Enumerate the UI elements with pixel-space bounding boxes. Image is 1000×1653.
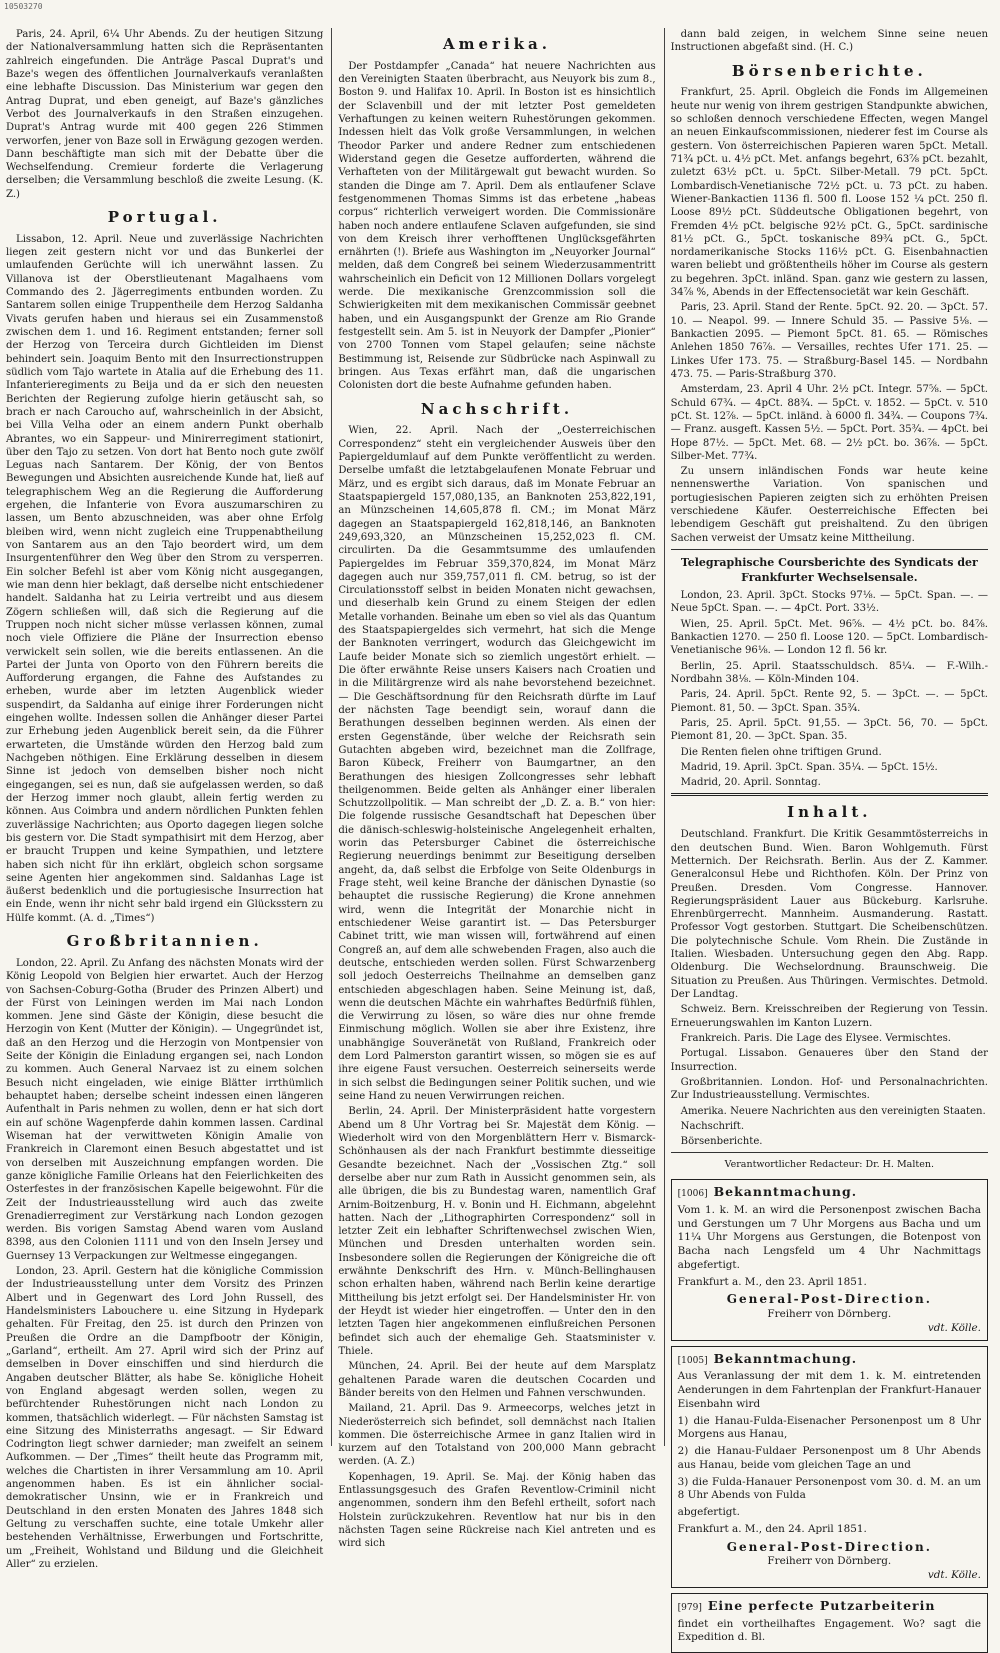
ad-text: Vom 1. k. M. an wird die Personenpost zwischen Bacha und Gerstungen um 7 Uhr Morgens aus Bacha und um 11¼ Uhr Morgens aus Gerstungen, die Botenpost von Bacha nach Lengsfeld um 4 Uhr Nachmittags abgefertigt. bbox=[677, 1203, 981, 1271]
article-paragraph: Frankreich. Paris. Die Lage des Elysee. Vermischtes. bbox=[680, 1032, 951, 1044]
ad-headline: Bekanntmachung. bbox=[713, 1183, 858, 1199]
article-paragraph: Paris, 24. April, 6¼ Uhr Abends. Zu der heutigen Sitzung der Nationalversammlung hatten sich die Repräsentanten zahlreich eingefunden. Die Anträge Pascal Duprat's und Baze's wegen des öffentlichen Journalverkaufs veranlaßten eine lebhafte Discussion. Das Ministerium war gegen den Antrag Duprat, und eben geneigt, auf Baze's gänzliches Verbot des Journalverkaufs in den Straßen einzugehen. Duprat's Antrag wurde mit 400 gegen 226 Stimmen verworfen, jener von Baze soll in Erwägung gezogen werden. Dann beschäftigte man sich mit der Debatte über die Wechselfendung. Cremieur forderte die Verlagerung derselben; die Versammlung beschloß die zweite Lesung. (K. Z.) bbox=[6, 29, 324, 200]
divider bbox=[671, 1152, 988, 1153]
ad-text: 2) die Hanau-Fuldaer Personenpost um 8 Uhr Abends aus Hanau, beide vom gleichen Tage an und bbox=[677, 1445, 981, 1471]
ad-authority: General-Post-Direction. bbox=[726, 1292, 932, 1307]
section-heading: Großbritannien. bbox=[66, 932, 263, 951]
article-paragraph: Großbritannien. London. Hof- und Personalnachrichten. Zur Industrieausstellung. Vermischtes. bbox=[670, 1076, 988, 1102]
ad-headline: Eine perfecte Putzarbeiterin bbox=[707, 1597, 936, 1613]
article-paragraph: Zu unsern inländischen Fonds war heute keine nennenswerthe Variation. Von spanischen und portugiesischen Papieren zeigten sich zu erhöhten Preisen verschiedene Käufer. Oesterreichische Effecten bei lebendigem Geschäft gut preishaltend. Zu den übrigen Sachen verweist der Umsatz keine Mittheilung. bbox=[670, 466, 988, 544]
article-paragraph: Berlin, 24. April. Der Ministerpräsident hatte vorgestern Abend um 8 Uhr Vortrag bei Sr. Majestät dem König. — Wiederholt wird von den Morgenblättern Herr v. Bismarck-Schönhausen als der nach Frankfurt bestimmte diesseitige Gesandte bezeichnet. Nach der „Vossischen Ztg.“ soll derselbe aber nur zum Rath in Aussicht genommen sein, als alle übrigen, die bis zu Bundestag waren, namentlich Graf Arnim-Boitzenburg, H. v. Bonin und H. Eichmann, abgelehnt hatten. Nach der „Lithographirten Correspondenz“ soll in letzter Zeit ein lebhafter Schriftenwechsel zwischen Wien, München und Dresden unterhalten worden sein. Insbesondere sollen die Regierungen der Königreiche die oft erwähnte Denkschrift des Hrn. v. Münch-Bellinghausen schon erhalten haben, während nach Berlin keine derartige Mittheilung bis jetzt erfolgt sei. Der Handelsminister Hr. von der Heydt ist wieder hier eingetroffen. — Unter den in den letzten Tagen hier angekommenen einflußreichen Personen befindet sich auch der ehemalige Geh. Staatsminister v. Thiele. bbox=[338, 1106, 656, 1357]
article-paragraph: Nachschrift. bbox=[680, 1120, 745, 1132]
article-paragraph: Lissabon, 12. April. Neue und zuverlässige Nachrichten liegen zeit gestern nicht vor und das Bunkerlei der umlaufenden Gerüchte will ich unerwähnt lassen. Zu Villanova ist der Oberstlieutenant Magalhaens vom Commando des 2. Jägerregiments entbunden worden. Zu Santarem sollen einige Truppentheile dem Herzog Saldanha Vivats gerufen haben und hieraus sei ein Zusammenstoß zwischen dem 1. und 16. Regiment entstanden; ferner soll der Herzog von Terceira durch Gichtleiden im Dienst behindert sein. Joaquim Bento mit den Insurrectionstruppen südlich vom Tajo wartete in Atalia auf die Erhebung des 11. Infanterieregiments zu Beija und da er sich den neuesten Berichten der Regierung zufolge hierin getäuscht sah, so brach er nach Caroucho auf, wahrscheinlich in der Absicht, bei Villa Velha oder an einem andern Punkt oberhalb Abrantes, wo ein Sappeur- und Minirerregiment stationirt, über den Tajo zu setzen. Von dort hat Bento noch gute zwölf Leguas nach Santarem. Der König, der von Bentos Bewegungen und Absichten ausreichende Kunde hat, ließ auf telegraphischem Weg an die Regierung die Aufforderung ergehen, die Infanterie von Evora auszumarschiren zu lassen, um Bento abzuschneiden, was aber ohne Erfolg bleiben wird, wenn nicht zugleich eine Truppenabtheilung von Santarem aus an den Tajo beordert wird, um dem Insurgentenführer den Weg über den Strom zu versperren. Ein solcher Befehl ist aber vom König nicht ausgegangen, wie man denn hier beklagt, daß derselbe nicht entschiedener handelt. Saldanha hat zu Leiria vertreibt und aus diesem Zögern schließen will, daß sich die Regierung auf die Truppen noch nicht sicher müsse verlassen können, zumal noch viele Offiziere die Pläne der Insurrection ebenso verwickelt sein sollen, wie die bereits entlassenen. An die Partei der Junta von Oporto von den Führern bereits die Aufforderung ergangen, die Fahne des Aufstandes zu erheben, wurde aber im letzten Augenblick wieder suspendirt, da Saldanha auf einige ihrer Forderungen nicht eingehen wollte. Indessen sollen die Anhänger dieser Partei zur Erhebung jeden Augenblick bereit sein, da die Führer erwarteten, die Umstände würden den Herzog bald zum Nachgeben nöthigen. Eine Erklärung desselben in diesem Sinne ist jedoch von demselben bisher noch nicht eingegangen, sei es nun, daß sie aufgelassen werden, so daß der Herzog immer noch glaubt, allein fertig werden zu können. Aus Coimbra und andern nördlichen Punkten fehlen zuverlässige Nachrichten; aus Oporto dagegen liegen solche bis gestern vor. Die Stadt sympathisirt mit dem Herzog, aber er braucht Truppen und keine Sympathien, und letztere haben sich nicht für ihn erklärt, obgleich schon sorgsame seine Agenten hier angekommen sind. Saldanhas Lage ist äußerst bedenklich und die portugiesische Insurrection hat ein Ende, wenn ihr nicht sehr bald irgend ein Glücksstern zu Hülfe kommt. (A. d. „Times“) bbox=[6, 233, 324, 924]
advertisement bbox=[671, 1593, 988, 1653]
section-heading: Börsenberichte. bbox=[731, 61, 927, 80]
article-paragraph: Paris, 23. April. Stand der Rente. 5pCt. 92. 20. — 3pCt. 57. 10. — Neapol. 99. — Innere Schuld 35. — Passive 5⅛. — Bankactien 2095. — Piemont 5pCt. 81. 65. — Römisches Anlehen 1850 76⅞. — Versailles, rechtes Ufer 171. 25. — Linkes Ufer 173. 75. — Straßburg-Basel 145. — Nordbahn 473. 75. — Paris-Straßburg 370. bbox=[670, 302, 988, 380]
ad-headline: Bekanntmachung. bbox=[713, 1350, 858, 1366]
ad-header bbox=[678, 1184, 981, 1201]
article-paragraph: Portugal. Lissabon. Genaueres über den Stand der Insurrection. bbox=[670, 1048, 988, 1073]
advertisement bbox=[671, 1346, 988, 1588]
article-paragraph: Mailand, 21. April. Das 9. Armeecorps, welches jetzt in Niederösterreich sich befindet, soll demnächst nach Italien kommen. Die österreichische Armee in ganz Italien wird in kurzem auf den Totalstand von 200,000 Mann gebracht werden. (A. Z.) bbox=[338, 1403, 656, 1468]
article-paragraph: Madrid, 19. April. 3pCt. Span. 35¼. — 5pCt. 15½. bbox=[680, 761, 938, 773]
divider bbox=[671, 549, 988, 550]
ad-text: 1) die Hanau-Fulda-Eisenacher Personenpost um 8 Uhr Morgens aus Hanau, bbox=[677, 1414, 981, 1441]
article-paragraph: Amsterdam, 23. April 4 Uhr. 2½ pCt. Integr. 57⅝. — 5pCt. Schuld 67¾. — 4pCt. 88¾. — 5pCt. v. 1852. — 5pCt. v. 510 pCt. St. 12⅞. — 5pCt. inländ. à 6000 fl. 34¾. — Coupons 7¾. — Franz. ausgeft. Kassen 5½. — 5pCt. Port. 35¾. — 4pCt. bei Hope 87½. — 5pCt. Met. 68. — 2½ pCt. bo. 36⅞. — 5pCt. Silber-Met. 77¾. bbox=[670, 384, 988, 462]
article-paragraph: Deutschland. Frankfurt. Die Kritik Gesammtösterreichs in den deutschen Bund. Wien. Baron Wohlgemuth. Fürst Metternich. Der Reichsrath. Berlin. Aus der Z. Kammer. Generalconsul Hebe und Richthofen. Köln. Der Prinz von Preußen. Dresden. Vom Congresse. Hannover. Regierungspräsident Lauer aus Bückeburg. Karlsruhe. Ehrenbürgerrecht. Mannheim. Ausmanderung. Rastatt. Professor Vogt gestorben. Stuttgart. Die Scheibenschützen. Die polytechnische Schule. Vom Rhein. Die Zustände in Italien. Wiesbaden. Untersuchung gegen den Abg. Rapp. Oldenburg. Die Wechselordnung. Braunschweig. Die Situation zu Preußen. Aus Thüringen. Vermischtes. Detmold. Der Landtag. bbox=[670, 829, 988, 1000]
ad-text: Frankfurt a. M., den 24. April 1851. bbox=[677, 1522, 867, 1535]
advertisement bbox=[671, 1179, 988, 1341]
ad-text: findet ein vortheilhaftes Engagement. Wo? sagt die Expedition d. Bl. bbox=[677, 1617, 981, 1644]
ad-countersign: vdt. Kölle. bbox=[927, 1321, 981, 1334]
ad-header bbox=[678, 1351, 981, 1368]
double-divider bbox=[671, 793, 988, 796]
ad-countersign: vdt. Kölle. bbox=[927, 1569, 981, 1582]
article-paragraph: Wien, 25. April. 5pCt. Met. 96⅝. — 4½ pCt. bo. 84⅞. Bankactien 1270. — 250 fl. Loose 120. — 5pCt. Lombardisch-Venetianische 96⅛. — London 12 fl. 56 kr. bbox=[670, 618, 988, 657]
editor-line: Verantwortlicher Redacteur: Dr. H. Malten. bbox=[724, 1159, 934, 1171]
article-paragraph: London, 23. April. 3pCt. Stocks 97⅛. — 5pCt. Span. —. — Neue 5pCt. Span. —. — 4pCt. Port. 33½. bbox=[670, 590, 988, 615]
article-paragraph: Amerika. Neuere Nachrichten aus den vereinigten Staaten. bbox=[680, 1105, 986, 1117]
section-heading: Nachschrift. bbox=[420, 399, 574, 418]
article-paragraph: Wien, 22. April. Nach der „Oesterreichischen Correspondenz“ steht ein vergleichender Ausweis über den Papiergeldumlauf auf dem Punkte veröffentlicht zu werden. Derselbe umfaßt die letztabgelaufenen Monate Februar und März, und es ergibt sich daraus, daß im Monate Februar an Staatspapiergeld 157,080,135, an Banknoten 253,822,191, an Münzscheinen 14,605,878 fl. CM.; im Monat März dagegen an Staatspapiergeld 162,818,146, an Banknoten 249,693,320, an Münzscheinen 15,252,023 fl. CM. circulirten. Da die Gesammtsumme des umlaufenden Papiergeldes im Februar 359,370,824, im Monat März dagegen auch nur 359,757,011 fl. CM. betrug, so ist der Circulationsstoff selbst in beiden Monaten nicht gewachsen, und dieserhalb kein Grund zu einem Steigen der edlen Metalle vorhanden. Beinahe um eben so viel als das Quantum des Staatspapiergeldes sich vermehrt, hat sich die Menge der Banknoten verringert, wodurch das Gleichgewicht im Laufe beider Monate sich so ziemlich ungestört erhielt. — Die öfter erwähnte Reise unsers Kaisers nach Croatien und in die Militärgrenze wird als nahe bevorstehend bezeichnet. — Die Geschäftsordnung für den Reichsrath dürfte im Lauf der nächsten Tage beendigt sein, worauf dann die Berathungen desselben beginnen werden. Als einen der ersten Gegenstände, über welche der Reichsrath sein Gutachten abgeben wird, bezeichnet man die Zollfrage, Baron Kübeck, Freiherr von Baumgartner, an den Berathungen des hiesigen Zollcongresses sehr lebhaft theilgenommen. Beide gelten als Anhänger einer liberalen Schutzzollpolitik. — Man schreibt der „D. Z. a. B.“ von hier: Die folgende russische Gesandtschaft hat Depeschen über die dänisch-schleswig-holsteinische Angelegenheit erhalten, worin das Petersburger Cabinet die österreichische Regierung neuerdings benimmt zur Beseitigung derselben angeht, da, daß selbst die Erbfolge von Seite Oldenburgs in Frage steht, weil keine Branche der dänischen Dynastie (so behauptet die russische Regierung) die Krone annehmen wird, wenn die Integrität der Monarchie nicht in entschiedener Weise garantirt ist. — Das Petersburger Cabinet tritt, wie man wissen will, fortwährend auf einen Congreß an, auf dem alle schwebenden Fragen, also auch die deutsche, entschieden werden sollen. Fürst Schwarzenberg soll jedoch Oesterreichs Theilnahme an demselben ganz entschieden abgeschlagen haben. Seine Meinung ist, daß, wenn die deutschen Mächte ein wahrhaftes Bedürfniß fühlen, die Verwirrung zu lösen, so wäre dies nur ohne fremde Einmischung möglich. Wollen sie aber ihre Existenz, ihre unabhängige Souveränetät von Rußland, Frankreich oder dem Lord Palmerston garantirt wissen, so mögen sie es auf ihre eigene Faust versuchen. Oesterreich seinerseits werde in sich selbst die Bedingungen seiner Politik suchen, und wie seine Hand zu neuen Verwirrungen reichen. bbox=[338, 425, 656, 1103]
ad-number: [1005] bbox=[677, 1355, 708, 1366]
ad-signer: Freiherr von Dörnberg. bbox=[767, 1308, 892, 1321]
article-paragraph: dann bald zeigen, in welchem Sinne seine neuen Instructionen abgefaßt sind. (H. C.) bbox=[670, 29, 988, 54]
article-paragraph: Paris, 24. April. 5pCt. Rente 92, 5. — 3pCt. —. — 5pCt. Piemont. 81, 50. — 3pCt. Span. 35¾. bbox=[670, 689, 988, 714]
section-heading: Portugal. bbox=[107, 208, 222, 227]
ad-number: [1006] bbox=[677, 1188, 708, 1199]
article-paragraph: Madrid, 20. April. Sonntag. bbox=[680, 777, 821, 789]
article-paragraph: München, 24. April. Bei der heute auf dem Marsplatz gehaltenen Parade waren die deutschen Cocarden und Bänder bereits von den Helmen und Fahnen verschwunden. bbox=[338, 1361, 656, 1399]
article-paragraph: Der Postdampfer „Canada“ hat neuere Nachrichten aus den Vereinigten Staaten überbracht, aus Neuyork bis zum 8., Boston 9. und Halifax 10. April. In Boston ist es hinsichtlich der Sclavenbill und der mit letzter Post gemeldeten Verhaftungen zu keinen weitern Ruhestörungen gekommen. Indessen hielt das Volk große Versammlungen, in welchen Theodor Parker und andere Redner zum entschiedenen Widerstand gegen die Gesetze aufforderten, während die Verhafteten von der Militärgewalt gut bewacht wurden. So standen die Dinge am 7. April. Dem als entlaufener Sclave festgenommenen Thomas Simms ist das erbetene „habeas corpus“ richterlich verweigert worden. Die Commissionäre haben noch andere entlaufene Sclaven aufgefunden, sie sind von dem Kreisch ihrer verhofftenen Unglücksgefährten ernährten (!). Briefe aus Washington im „Neuyorker Journal“ melden, daß dem Congreß bei seinem Wiederzusammentritt wahrscheinlich ein Deficit von 12 Millionen Dollars vorgelegt werde. Die mexikanische Grenzcommission soll die Schwierigkeiten mit dem mexikanischen Commissär geebnet haben, und ein Ausgangspunkt der Grenze am Rio Grande festgestellt sein. Am 5. ist in Neuyork der Dampfer „Pionier“ von 2700 Tonnen vom Stapel gelaufen; seine nächste Bestimmung ist, Reisende zur Südbrücke nach Aspinwall zu bringen. Aus Texas erfährt man, daß die ungarischen Colonisten dort die beste Aufnahme gefunden haben. bbox=[338, 60, 656, 392]
article-paragraph: Frankfurt, 25. April. Obgleich die Fonds im Allgemeinen heute nur wenig von ihrem gestrigen Standpunkte abwichen, so schloßen dennoch verschiedene Effecten, wegen Mangel an neuen Einkaufscommissionen, niederer fest im Course als gestern. Von österreichischen Papieren waren 5pCt. Metall. 71¾ pCt. u. 4½ pCt. Met. anfangs begehrt, 63⅞ pCt. bezahlt, zuletzt 63½ pCt. u. 5pCt. Silber-Metall. 79 pCt. 5pCt. Lombardisch-Venetianische 72½ pCt. u. 73 pCt. zu haben. Wiener-Bankactien 1136 fl. 500 fl. Loose 152 ¼ pCt. 250 fl. Loose 89½ pCt. Süddeutsche Obligationen begehrt, von Fremden 4½ pCt. belgische 92½ pCt. G., 5pCt. sardinische 81½ pCt. G., 5pCt. toskanische 89¾ pCt. G., 5pCt. nordamerikanische Stocks 116½ pCt. G. Eisenbahnactien waren beliebt und größtentheils höher im Course als gestern zu begehren. 3pCt. inländ. Span. ganz wie gestern zu lassen, 34⅞ %, Abends in der Effectensocietät war kein Geschäft. bbox=[670, 87, 988, 299]
subsection-heading: Telegraphische Coursberichte des Syndicats der Frankfurter Wechselsensale. bbox=[680, 556, 978, 584]
article-paragraph: Kopenhagen, 19. April. Se. Maj. der König haben das Entlassungsgesuch des Grafen Reventlow-Criminil nicht angenommen, sondern ihm den Befehl ertheilt, sofort nach Holstein zurückzukehren. Reventlow hat nur bis in den nächsten Tagen seine Rückreise nach Kiel antreten und es wird sich bbox=[338, 1471, 656, 1550]
article-paragraph: London, 22. April. Zu Anfang des nächsten Monats wird der König Leopold von Belgien hier erwartet. Auch der Herzog von Sachsen-Coburg-Gotha (Bruder des Prinzen Albert) und der Fürst von Leiningen werden im Mai nach London kommen. Jene sind Gäste der Königin, diese besucht die Herzogin von Kent (Mutter der Königin). — Ungegründet ist, daß an den Herzog und die Herzogin von Montpensier von Seite der Königin die Einladung ergangen sei, nach London zu kommen. Auch General Narvaez ist zu einem solchen Besuch nicht eingeladen, wie einige Blätter irrthümlich behauptet haben; derselbe scheint indessen einen längeren Aufenthalt in Paris nehmen zu wollen, denn er hat sich dort ein auf schöne Wagenpferde dahin kommen lassen. Cardinal Wiseman hat der verwittweten Königin Amalie von Frankreich in Claremont einen Besuch abgestattet und ist von derselben mit Auszeichnung empfangen worden. Die ganze königliche Familie Orleans hat den Feierlichkeiten des Osterfestes in der französischen Kapelle beigewohnt. Für die Zeit der Industrieausstellung wird auch das zweite Grenadierregiment zur Verstärkung nach London gezogen werden. Bis vorigen Samstag Abend waren vom Ausland 8398, aus den Colonien 1111 und von den Inseln Jersey und Guernsey 13 Verpackungen zur Weltmesse eingegangen. bbox=[6, 957, 324, 1262]
column-3 bbox=[664, 28, 988, 1644]
ad-text: abgefertigt. bbox=[677, 1506, 740, 1519]
article-paragraph: Die Renten fielen ohne triftigen Grund. bbox=[680, 746, 882, 758]
ad-number: [979] bbox=[677, 1602, 702, 1613]
page-id: 10503270 bbox=[4, 2, 43, 11]
article-paragraph: Schweiz. Bern. Kreisschreiben der Regierung von Tessin. Erneuerungswahlen im Kanton Luzern. bbox=[670, 1004, 988, 1029]
ad-text: Aus Veranlassung der mit dem 1. k. M. eintretenden Aenderungen in dem Fahrtenplan der Frankfurt-Hanauer Eisenbahn wird bbox=[677, 1370, 981, 1410]
ad-text: Frankfurt a. M., den 23. April 1851. bbox=[677, 1275, 867, 1288]
ad-header bbox=[678, 1598, 981, 1615]
article-paragraph: London, 23. April. Gestern hat die königliche Commission der Industrieausstellung unter dem Vorsitz des Prinzen Albert und in Gegenwart des Lord John Russell, des Handelsministers Labouchere u. eine Sitzung in Hydepark gehalten. Für Freitag, den 25. ist durch den Prinzen von Preußen die Ordre an die Dampfbootr der Königin, „Garland“, ertheilt. Am 27. April wird sich der Prinz auf demselben in Dover einschiffen und sind hierdurch die Angaben deutscher Blätter, als habe Se. königliche Hoheit von England abgesagt werden sollen, wegen zu befürchtender Ruhestörungen nicht nach London zu kommen, thatsächlich widerlegt. — Für nächsten Samstag ist eine Sitzung des Ministerraths angesagt. — Sir Edward Codrington liegt schwer darnieder; man zweifelt an seinem Aufkommen. — Der „Times“ theilt heute das Programm mit, welches die Chartisten in ihrer Versammlung am 10. April angenommen haben. Es ist ein ähnlicher social-demokratischer Unsinn, wie er in Frankreich und Deutschland in den ersten Monaten des Jahres 1848 sich Geltung zu verschaffen suchte, eine totale Umkehr aller bestehenden Verhältnisse, Erwerbungen und Fortschritte, um „Freiheit, Wohlstand und Bildung und die Gleichheit Aller“ zu erzielen. bbox=[6, 1266, 324, 1570]
ad-text: 3) die Fulda-Hanauer Personenpost vom 30. d. M. an um 8 Uhr Abends von Fulda bbox=[677, 1475, 981, 1502]
column-1 bbox=[6, 28, 324, 1570]
newspaper-columns bbox=[6, 28, 988, 1644]
article-paragraph: Paris, 25. April. 5pCt. 91,55. — 3pCt. 56, 70. — 5pCt. Piemont 81, 20. — 3pCt. Span. 35. bbox=[670, 717, 988, 743]
article-paragraph: Börsenberichte. bbox=[680, 1136, 763, 1148]
article-paragraph: Berlin, 25. April. Staatsschuldsch. 85¼. — F.-Wilh.-Nordbahn 38⅛. — Köln-Minden 104. bbox=[670, 660, 988, 685]
section-heading: Inhalt. bbox=[787, 803, 872, 822]
ad-signer: Freiherr von Dörnberg. bbox=[767, 1555, 892, 1568]
section-heading: Amerika. bbox=[442, 35, 551, 53]
column-2 bbox=[331, 28, 656, 1550]
ad-authority: General-Post-Direction. bbox=[726, 1539, 932, 1554]
